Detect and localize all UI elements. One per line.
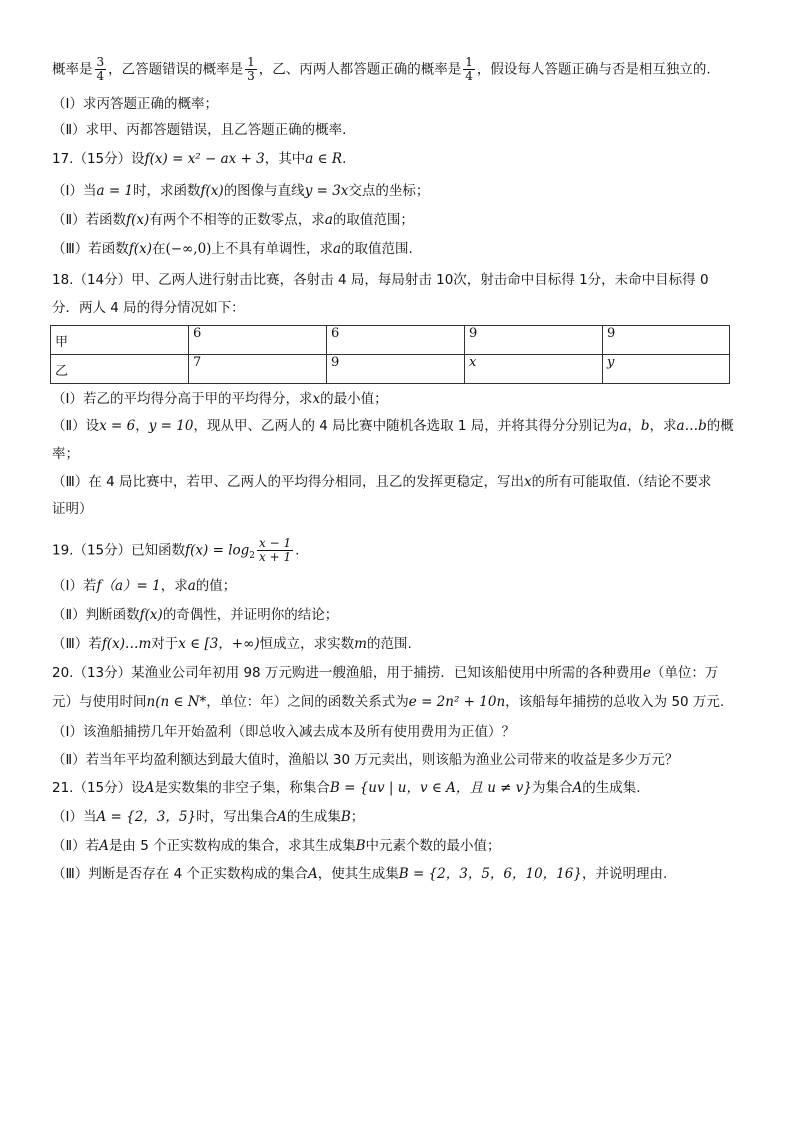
- text: 时，求函数: [133, 183, 201, 199]
- q21-part1: [52, 807, 364, 827]
- table-cell: 6: [327, 326, 465, 355]
- text: 的生成集.: [582, 780, 641, 796]
- q20-part1: （Ⅰ）该渔船捕捞几年开始盈利（即总收入减去成本及所有使用费用为正值）？: [52, 724, 515, 740]
- q18-part2: [52, 416, 734, 436]
- formula: f(x): [139, 607, 163, 623]
- text: ，: [135, 418, 149, 434]
- formula: f(x) = log: [185, 542, 250, 559]
- q18-part3: [52, 472, 711, 492]
- q17-head: [52, 149, 346, 169]
- text: ，乙、丙两人都答题正确的概率是: [258, 61, 462, 78]
- numerator: x − 1: [259, 536, 292, 550]
- text: （Ⅲ）若函数: [52, 241, 129, 257]
- q16-part1: （Ⅰ）求丙答题正确的概率；: [52, 96, 218, 112]
- q19-part3: [52, 634, 412, 654]
- text: ；: [350, 809, 365, 825]
- text: ，并说明理由.: [581, 866, 668, 882]
- q19-part2: [52, 605, 338, 625]
- text: ，求: [649, 418, 677, 434]
- text: ，该船每年捕捞的总收入为 50 万元.: [505, 694, 725, 710]
- text: 元）与使用时间: [52, 694, 147, 710]
- text: 20.（13分）某渔业公司年初用 98 万元购进一艘渔船，用于捕捞．已知该船使用中所需的各种费用: [52, 665, 643, 681]
- q18-line2: 分．两人 4 局的得分情况如下：: [52, 300, 245, 316]
- q17-part1: [52, 181, 429, 201]
- formula: y = 3x: [304, 183, 349, 199]
- denominator: 3: [247, 69, 255, 83]
- formula: a…b: [676, 418, 707, 434]
- table-cell: 9: [465, 326, 603, 355]
- text: （Ⅱ）若函数: [52, 212, 127, 228]
- text: ，单位：年）之间的函数关系式为: [206, 694, 409, 710]
- text: 的图像与直线: [223, 183, 305, 199]
- formula: b: [640, 418, 650, 434]
- table-cell: 6: [189, 326, 327, 355]
- formula: f(x) = x² − ax + 3: [144, 151, 265, 167]
- text: 的范围.: [366, 636, 412, 652]
- formula: A = {2，3，5}: [96, 809, 197, 825]
- text: 恒成立，求实数: [259, 636, 355, 652]
- formula: A: [277, 809, 287, 825]
- denominator: 4: [465, 69, 473, 83]
- text: 的值；: [195, 578, 237, 594]
- text: 为集合: [532, 780, 573, 796]
- text: 时，写出集合: [196, 809, 278, 825]
- formula: e: [642, 665, 651, 681]
- text: 的取值范围；: [332, 212, 414, 228]
- q19-head: [52, 537, 299, 564]
- formula: f(x)…m: [101, 636, 152, 652]
- formula: f（a）= 1: [96, 578, 161, 594]
- text: 的奇偶性，并证明你的结论；: [162, 607, 339, 623]
- q21-head: [52, 778, 641, 798]
- text: 19.（15分）已知函数: [52, 542, 186, 559]
- formula: x ∈ [3，+∞): [178, 636, 260, 652]
- text: ，求: [160, 578, 188, 594]
- denominator: 4: [96, 69, 105, 83]
- formula: m: [354, 636, 367, 652]
- table-cell: y: [603, 355, 730, 384]
- q16-part2: （Ⅱ）求甲、丙都答题错误，且乙答题正确的概率.: [52, 122, 347, 138]
- text: ，使其生成集: [317, 866, 399, 882]
- formula: y = 10: [148, 418, 194, 434]
- text: 上不具有单调性，求: [211, 241, 333, 257]
- formula: A: [99, 838, 109, 854]
- text: （Ⅰ）若: [52, 578, 97, 594]
- log-base: 2: [249, 551, 256, 562]
- text: 的取值范围.: [341, 241, 413, 257]
- q18-part2-cont: 率；: [52, 446, 79, 462]
- text: （单位：万: [650, 665, 719, 681]
- formula: x = 6: [99, 418, 136, 434]
- formula: (−∞,0): [165, 241, 212, 257]
- formula: f(x): [200, 183, 224, 199]
- q17-part2: [52, 210, 414, 230]
- fraction-3-4: [95, 56, 107, 83]
- formula: B = {uv | u，v ∈ A，且 u ≠ v}: [329, 780, 533, 796]
- text: 中元素个数的最小值；: [365, 838, 501, 854]
- table-row: [51, 326, 730, 355]
- text: （Ⅰ）当: [52, 183, 97, 199]
- score-table: [50, 325, 730, 384]
- formula: a = 1: [96, 183, 134, 199]
- fraction-1-4: [463, 56, 475, 83]
- text: 交点的坐标；: [348, 183, 430, 199]
- formula: f(x): [126, 212, 150, 228]
- text: 的所有可能取值.（结论不要求: [531, 474, 712, 490]
- text: （Ⅱ）设: [52, 418, 100, 434]
- q18-line1: 18.（14分）甲、乙两人进行射击比赛，各射击 4 局，每局射击 10次，射击命中目标得 1分，未命中目标得 0: [52, 272, 709, 288]
- text: 是由 5 个正实数构成的集合，求其生成集: [108, 838, 356, 854]
- q17-part3: [52, 239, 413, 259]
- q19-part1: [52, 576, 236, 596]
- formula: B: [355, 838, 366, 854]
- formula: a: [324, 212, 333, 228]
- q16-intro-line: [52, 56, 711, 83]
- q18-part3-cont: 证明）: [52, 501, 93, 517]
- q20-line2: [52, 692, 724, 712]
- formula: B = {2，3，5，6，10，16}: [398, 866, 582, 882]
- text: ，现从甲、乙两人的 4 局比赛中随机各选取 1 局，并将其得分分别记为: [193, 418, 620, 434]
- table-cell: 9: [327, 355, 465, 384]
- text: 是实数集的非空子集，称集合: [154, 780, 330, 796]
- q18-part1: [52, 389, 388, 409]
- text: ，乙答题错误的概率是: [108, 61, 244, 78]
- q21-part2: [52, 836, 501, 856]
- q20-line1: [52, 663, 718, 683]
- text: （Ⅰ）若乙的平均得分高于甲的平均得分，求: [52, 391, 313, 407]
- formula: A: [572, 780, 583, 796]
- table-cell: 9: [603, 326, 730, 355]
- text: 在: [151, 241, 166, 257]
- formula: a: [332, 241, 342, 257]
- formula: B: [340, 809, 351, 825]
- text: （Ⅱ）判断函数: [52, 607, 140, 623]
- text: 的概: [706, 418, 734, 434]
- text: （Ⅰ）当: [52, 809, 97, 825]
- table-cell: 甲: [51, 326, 189, 355]
- fraction-1-3: [245, 56, 257, 83]
- text: 对于: [151, 636, 179, 652]
- text: （Ⅲ）判断是否存在 4 个正实数构成的集合: [52, 866, 308, 882]
- q21-part3: [52, 864, 667, 884]
- text: 的最小值；: [320, 391, 388, 407]
- formula: f(x): [128, 241, 152, 257]
- numerator: 1: [247, 55, 255, 69]
- formula: A: [144, 780, 155, 796]
- text: 的生成集: [286, 809, 341, 825]
- table-row: [51, 355, 730, 384]
- formula: a: [619, 418, 628, 434]
- text: .: [342, 151, 347, 167]
- table-cell: x: [465, 355, 603, 384]
- fraction-log-arg: [257, 537, 293, 564]
- formula: n(n ∈ N*: [146, 694, 207, 710]
- denominator: x + 1: [259, 550, 292, 564]
- text: ，假设每人答题正确与否是相互独立的.: [476, 61, 711, 78]
- formula: x: [523, 474, 532, 490]
- numerator: 1: [465, 55, 473, 69]
- table-cell: 7: [189, 355, 327, 384]
- formula: a: [187, 578, 196, 594]
- formula: A: [307, 866, 318, 882]
- text: （Ⅲ）在 4 局比赛中，若甲、乙两人的平均得分相同，且乙的发挥更稳定，写出: [52, 474, 524, 490]
- q20-part2: （Ⅱ）若当年平均盈利额达到最大值时，渔船以 30 万元卖出，则该船为渔业公司带来的收益是多少万元？: [52, 752, 679, 768]
- numerator: 3: [96, 55, 105, 69]
- text: 21.（15分）设: [52, 780, 145, 796]
- table-cell: 乙: [51, 355, 189, 384]
- text: ，其中: [264, 151, 306, 167]
- text: 17.（15分）设: [52, 151, 145, 167]
- text: 有两个不相等的正数零点，求: [149, 212, 325, 228]
- formula: x: [312, 391, 321, 407]
- text: （Ⅱ）若: [52, 838, 100, 854]
- text: 概率是: [52, 61, 93, 78]
- formula: a ∈ R: [305, 151, 343, 167]
- text: .: [295, 542, 300, 559]
- text: ，: [627, 418, 641, 434]
- text: （Ⅲ）若: [52, 636, 102, 652]
- formula: e = 2n² + 10n: [408, 694, 506, 710]
